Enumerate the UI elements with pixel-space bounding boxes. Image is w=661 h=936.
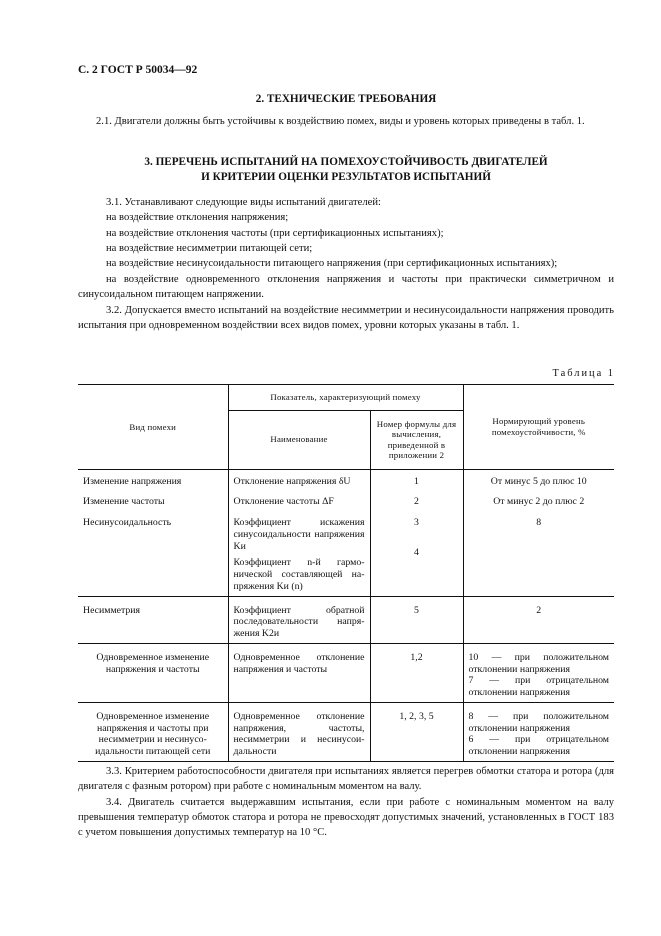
- cell-num: 5: [370, 596, 463, 643]
- paragraph-3-4: 3.4. Двигатель считается выдержавшим испытания, если при работе с номинальным моментом на валу превышения температур обмоток статора и ротора не превосходят допустимых значений, установленных в ГОСТ 183 с учетом повышения допустимых температур на 10 °С.: [78, 796, 614, 839]
- th-formula: Номер формулы для вычисления, приведенной в приложении 2: [370, 410, 463, 469]
- table-row: [78, 702, 614, 761]
- th-level: Нормирующий уровень помехоустойчивости, %: [463, 385, 614, 470]
- cell-name-part: Коэффициент искажения синусоидальности напряжения Kи: [233, 517, 365, 552]
- cell-name: Отклонение частоты ΔF: [228, 490, 370, 511]
- section-3-title-line1: 3. ПЕРЕЧЕНЬ ИСПЫТАНИЙ НА ПОМЕХОУСТОЙЧИВОСТЬ ДВИГАТЕЛЕЙ: [144, 156, 548, 168]
- list-item: на воздействие несимметрии питающей сети;: [106, 243, 313, 255]
- cell-name: Коэффициент обратной последовательности напряжения K2и: [228, 596, 370, 643]
- cell-kind: Изменение напряжения: [78, 469, 228, 490]
- cell-level: 8: [463, 511, 614, 596]
- cell-num: 1: [370, 469, 463, 490]
- paragraph-3-3: 3.3. Критерием работоспособности двигателя при испытаниях является перегрев обмотки статора и ротора (для двигателя с фазным ротором) при работе с номинальным моментом на валу.: [78, 766, 614, 793]
- cell-num: 1,2: [370, 643, 463, 702]
- section-2-title: 2. ТЕХНИЧЕСКИЕ ТРЕБОВАНИЯ: [255, 93, 437, 105]
- list-item: на воздействие отклонения частоты (при сертификационных испытаниях);: [106, 227, 444, 239]
- cell-level: От минус 5 до плюс 10: [490, 475, 587, 487]
- cell-kind: Одновременное изменение напряжения и частоты: [78, 643, 228, 702]
- cell-level: [463, 643, 614, 702]
- cell-kind: Несинусоидальность: [78, 511, 228, 596]
- section-3-title: [78, 155, 614, 185]
- table-row: [78, 511, 614, 596]
- th-name: Наименование: [228, 410, 370, 469]
- list-item: на воздействие несинусоидальности питающего напряжения (при сертификационных испытаниях);: [106, 258, 558, 270]
- th-kind: Вид помехи: [78, 385, 228, 470]
- table-row: [78, 469, 614, 490]
- cell-level: [463, 702, 614, 761]
- paragraph-3-1: 3.1. Устанавливают следующие виды испытаний двигателей:: [106, 197, 381, 208]
- cell-num: [370, 511, 463, 596]
- cell-level-part: 10 — при положительном отклонении напряжения: [468, 651, 609, 675]
- paragraph-3-2: 3.2. Допускается вместо испытаний на воздействие несимметрии и несинусоидальности напряжения проводить испытания при одновременном воздействии всех видов помех, уровни которых указаны в табл. 1.: [78, 304, 614, 331]
- cell-level-part: 8 — при положительном отклонении напряжения: [468, 710, 609, 734]
- cell-num-part: 3: [414, 517, 419, 529]
- cell-kind: Одновременное изменение напряжения и частоты при несимметрии и несинусоидальности питающей сети: [78, 702, 228, 761]
- cell-kind: Несимметрия: [78, 596, 228, 643]
- cell-name: Отклонение напряжения δU: [228, 469, 370, 490]
- list-item: на воздействие отклонения напряжения;: [106, 212, 289, 224]
- cell-name: Одновременное отклонение напряжения и частоты: [228, 643, 370, 702]
- table-row: [78, 490, 614, 511]
- cell-level: 2: [463, 596, 614, 643]
- paragraph-2-1: 2.1. Двигатели должны быть устойчивы к воздействию помех, виды и уровень которых приведены в табл. 1.: [96, 116, 585, 127]
- after-table-body: [78, 764, 614, 841]
- table-row: [78, 643, 614, 702]
- th-group: Показатель, характеризующий помеху: [228, 385, 463, 411]
- cell-level-part: 7 — при отрицательном отклонении напряжения: [468, 675, 609, 699]
- cell-level: От минус 2 до плюс 2: [493, 496, 585, 508]
- table-1: [78, 384, 614, 762]
- list-item: на воздействие одновременного отклонения напряжения и частоты при практически симметричном и синусоидальном питающем напряжении.: [78, 273, 614, 301]
- table-caption: Таблица 1: [552, 368, 615, 379]
- cell-name: Одновременное отклонение напряжения, частоты, несимметрии и несинусоидальности: [228, 702, 370, 761]
- section-3-body: [78, 195, 614, 333]
- cell-level-part: 6 — при отрицательном отклонении напряжения: [468, 734, 609, 758]
- section-3-title-line2: И КРИТЕРИИ ОЦЕНКИ РЕЗУЛЬТАТОВ ИСПЫТАНИЙ: [201, 171, 491, 184]
- cell-num: 1, 2, 3, 5: [370, 702, 463, 761]
- cell-kind: Изменение частоты: [78, 490, 228, 511]
- cell-name-part: Коэффициент n-й гармонической составляющей напряжения Kи (n): [233, 557, 365, 592]
- cell-num-part: 4: [414, 546, 419, 558]
- page-header: С. 2 ГОСТ Р 50034—92: [78, 64, 198, 76]
- cell-num: 2: [370, 490, 463, 511]
- cell-name: [228, 511, 370, 596]
- table-row: [78, 596, 614, 643]
